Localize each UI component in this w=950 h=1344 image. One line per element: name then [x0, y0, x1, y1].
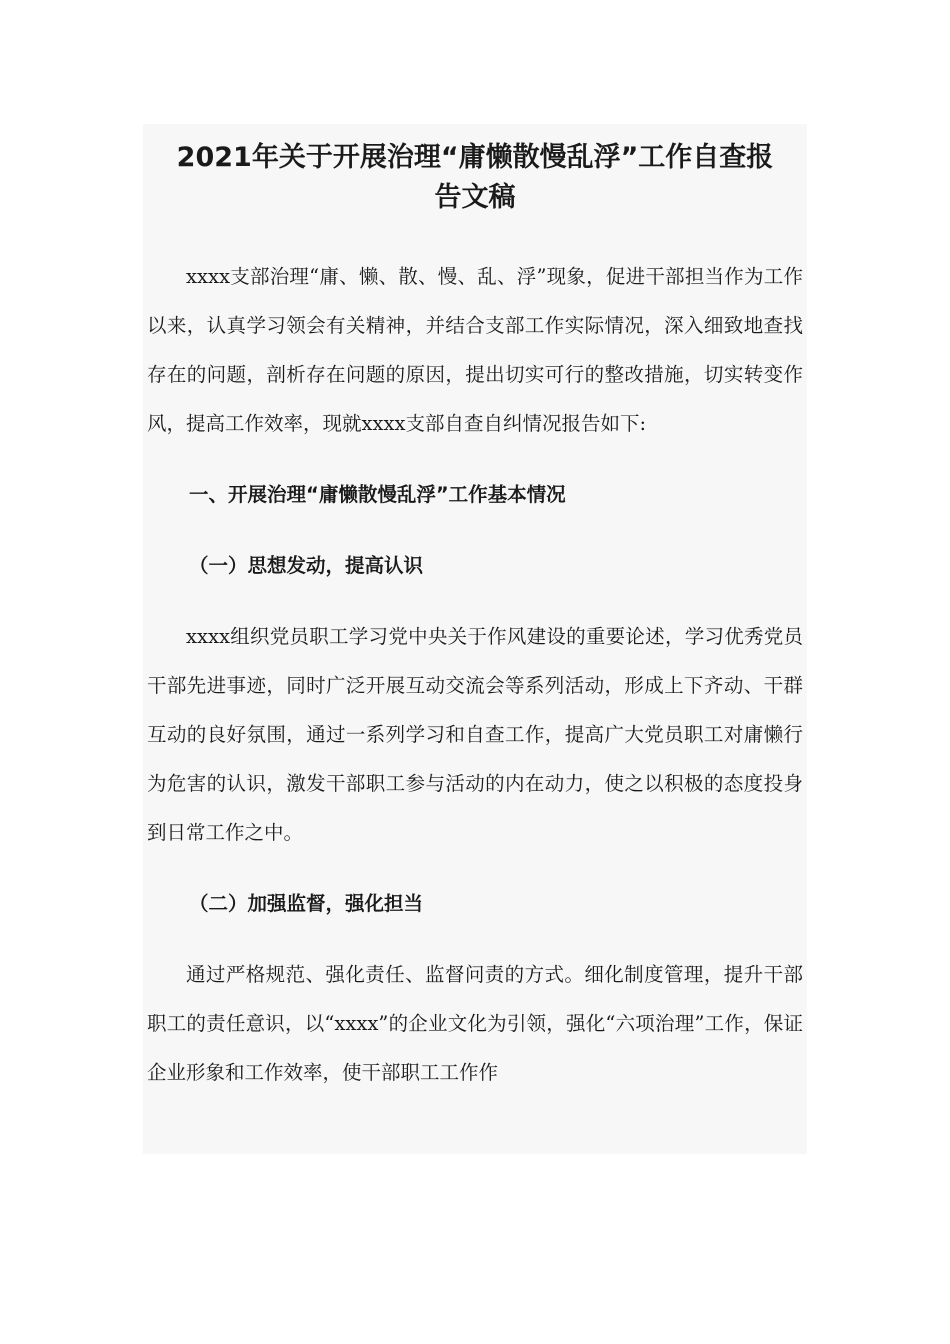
subsection-2-heading: （二）加强监督，强化担当: [189, 892, 424, 915]
spacer: [143, 218, 807, 252]
document-title-line-2: 告文稿: [434, 182, 516, 213]
intro-paragraph: xxxx支部治理“庸、懒、散、慢、乱、浮”现象，促进干部担当作为工作以来，认真学习领会有关精神，并结合支部工作实际情况，深入细致地查找存在的问题，剖析存在问题的原因，提出切实可行的整改措施，切实转变作风，提高工作效率，现就xxxx支部自查自纠情况报告如下:: [147, 265, 803, 435]
spacer: [143, 928, 807, 950]
subsection-2-body: 通过严格规范、强化责任、监督问责的方式。细化制度管理，提升干部职工的责任意识，以“xxxx”的企业文化为引领，强化“六项治理”工作，保证企业形象和工作效率，使干部职工工作作: [147, 963, 803, 1084]
document-title: [143, 124, 807, 218]
section-1-heading: 一、开展治理“庸懒散慢乱浮”工作基本情况: [189, 483, 566, 506]
spacer: [143, 448, 807, 470]
document-page: [143, 124, 807, 1154]
subsection-1-heading: （一）思想发动，提高认识: [189, 554, 424, 577]
subsection-1-body: xxxx组织党员职工学习党中央关于作风建设的重要论述，学习优秀党员干部先进事迹，同时广泛开展互动交流会等系列活动，形成上下齐动、干群互动的良好氛围，通过一系列学习和自查工作，提高广大党员职工对庸懒行为危害的认识，激发干部职工参与活动的内在动力，使之以积极的态度投身到日常工作之中。: [147, 625, 803, 844]
spacer: [143, 857, 807, 879]
document-title-line-1: 2021年关于开展治理“庸懒散慢乱浮”工作自查报: [176, 142, 774, 173]
spacer: [143, 590, 807, 612]
spacer: [143, 519, 807, 541]
